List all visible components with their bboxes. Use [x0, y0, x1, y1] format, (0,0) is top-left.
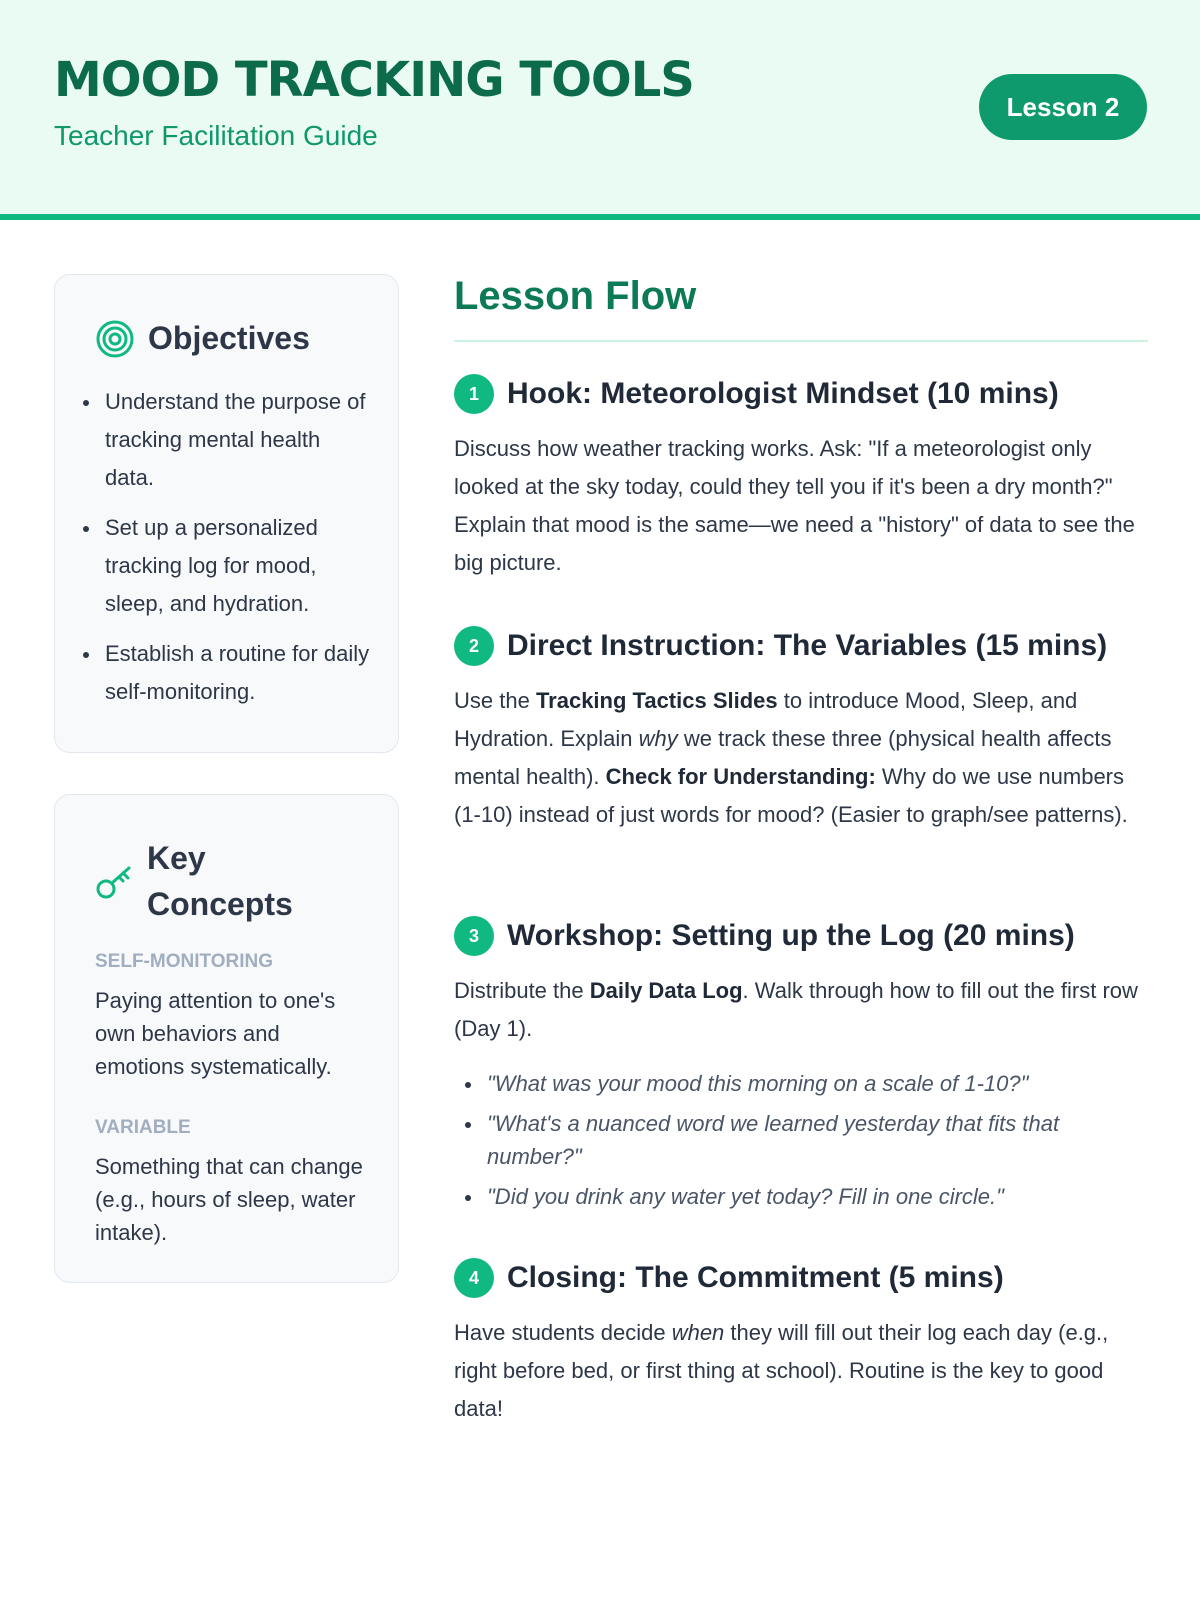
step-header — [454, 916, 1154, 956]
prompt-item: "What was your mood this morning on a scale of 1-10?" — [487, 1067, 1127, 1100]
step-body: Distribute the Daily Data Log. Walk through how to fill out the first row (Day 1). — [454, 978, 1138, 1041]
objectives-card — [54, 274, 399, 753]
step-number-badge: 2 — [454, 626, 494, 666]
prompt-item: "Did you drink any water yet today? Fill in one circle." — [487, 1180, 1127, 1213]
step-number-badge: 3 — [454, 916, 494, 956]
key-icon — [95, 861, 135, 906]
step-body: Have students decide when they will fill out their log each day (e.g., right before bed, or first thing at school). Routine is the key to good data! — [454, 1320, 1109, 1421]
step-title: Closing: The Commitment (5 mins) — [507, 1261, 1004, 1294]
objectives-list — [105, 383, 375, 723]
step-title: Direct Instruction: The Variables (15 mins) — [507, 629, 1108, 662]
page-title: MOOD TRACKING TOOLS — [54, 52, 694, 108]
step-header — [454, 1258, 1154, 1298]
objective-item: Establish a routine for daily self-monitoring. — [105, 635, 375, 711]
concept-definition: Paying attention to one's own behaviors and emotions systematically. — [95, 988, 336, 1079]
page-subtitle: Teacher Facilitation Guide — [54, 120, 378, 151]
divider — [454, 340, 1148, 342]
step-number-badge: 1 — [454, 374, 494, 414]
concept-term: VARIABLE — [95, 1117, 191, 1138]
lesson-flow-title: Lesson Flow — [454, 274, 697, 318]
concept-definition: Something that can change (e.g., hours of sleep, water intake). — [95, 1154, 363, 1245]
target-icon — [95, 319, 135, 364]
step-title: Workshop: Setting up the Log (20 mins) — [507, 919, 1075, 952]
step-body: Discuss how weather tracking works. Ask: "If a meteorologist only looked at the sky today, could they tell you if it's been a dry month?" Explain that mood is the same—we need a "history" of data to see the big picture. — [454, 436, 1135, 575]
step-title: Hook: Meteorologist Mindset (10 mins) — [507, 377, 1059, 410]
key-concepts-title: Key Concepts — [147, 840, 293, 922]
step-number-badge: 4 — [454, 1258, 494, 1298]
concept-term: SELF-MONITORING — [95, 951, 274, 972]
step-header — [454, 374, 1154, 414]
objective-item: Set up a personalized tracking log for mood, sleep, and hydration. — [105, 509, 375, 623]
objective-item: Understand the purpose of tracking mental health data. — [105, 383, 375, 497]
page-header — [0, 0, 1200, 220]
prompt-item: "What's a nuanced word we learned yesterday that fits that number?" — [487, 1107, 1127, 1173]
step-header — [454, 626, 1154, 666]
key-concepts-card — [54, 794, 399, 1283]
lesson-badge: Lesson 2 — [979, 74, 1147, 140]
prompt-list — [487, 1067, 1127, 1220]
step-body: Use the Tracking Tactics Slides to introduce Mood, Sleep, and Hydration. Explain why we track these three (physical health affects mental health). Check for Understanding: Why do we use numbers (1-10) instead of just words for mood? (Easier to graph/see patterns). — [454, 688, 1128, 827]
objectives-title: Objectives — [148, 320, 310, 356]
